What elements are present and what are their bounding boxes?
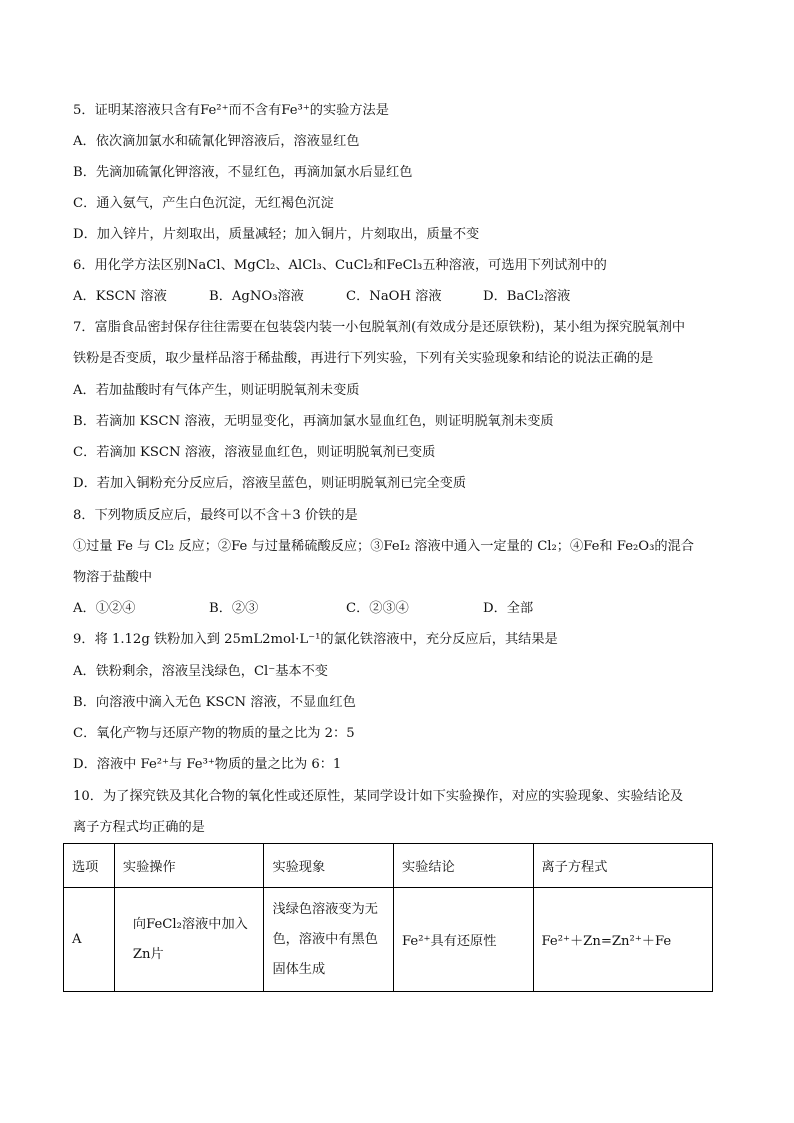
q10-stem-line2: 离子方程式均正确的是 <box>73 820 205 835</box>
header-equation: 离子方程式 <box>533 844 713 888</box>
q9-option-b: B．向溶液中滴入无色 KSCN 溶液，不显血红色 <box>73 695 356 710</box>
header-option: 选项 <box>64 844 115 888</box>
q8-option-c: C．②③④ <box>346 601 409 616</box>
cell-equation: Fe²⁺＋Zn=Zn²⁺＋Fe <box>533 888 713 992</box>
header-operation: 实验操作 <box>114 844 264 888</box>
q6-option-d: D．BaCl₂溶液 <box>483 289 571 304</box>
header-conclusion: 实验结论 <box>393 844 533 888</box>
cell-option: A <box>64 888 115 992</box>
q6-option-c: C．NaOH 溶液 <box>346 289 442 304</box>
q7-option-d: D．若加入铜粉充分反应后，溶液呈蓝色，则证明脱氧剂已完全变质 <box>73 476 467 491</box>
q8-options <box>73 599 733 619</box>
q9-stem: 9．将 1.12g 铁粉加入到 25mL2mol·L⁻¹的氯化铁溶液中，充分反应后，其结果是 <box>73 632 558 647</box>
phenomenon-line3: 固体生成 <box>272 961 326 977</box>
q5-option-c: C．通入氨气，产生白色沉淀，无红褐色沉淀 <box>73 196 334 211</box>
q7-option-c: C．若滴加 KSCN 溶液，溶液显血红色，则证明脱氧剂已变质 <box>73 445 436 460</box>
q8-option-a: A．①②④ <box>73 601 136 616</box>
q10-stem-line1: 10．为了探究铁及其化合物的氧化性或还原性，某同学设计如下实验操作，对应的实验现象、实验结论及 <box>73 789 684 804</box>
cell-phenomenon <box>264 888 394 992</box>
cell-operation <box>114 888 264 992</box>
q6-options <box>73 287 733 307</box>
q6-option-a: A．KSCN 溶液 <box>73 289 167 304</box>
q5-option-d: D．加入锌片，片刻取出，质量减轻；加入铜片，片刻取出，质量不变 <box>73 227 480 242</box>
q9-option-c: C．氧化产物与还原产物的物质的量之比为 2：5 <box>73 726 355 741</box>
q7-option-a: A．若加盐酸时有气体产生，则证明脱氧剂未变质 <box>73 383 360 398</box>
phenomenon-line2: 色，溶液中有黑色 <box>272 931 378 947</box>
q5-option-b: B．先滴加硫氰化钾溶液，不显红色，再滴加氯水后显红色 <box>73 165 413 180</box>
q7-stem-line1: 7．富脂食品密封保存往往需要在包装袋内装一小包脱氧剂(有效成分是还原铁粉)，某小组为探究脱氧剂中 <box>73 320 686 335</box>
q8-option-b: B．②③ <box>209 601 259 616</box>
q7-stem-line2: 铁粉是否变质，取少量样品溶于稀盐酸，再进行下列实验，下列有关实验现象和结论的说法正确的是 <box>73 351 654 366</box>
table-row <box>64 888 713 992</box>
header-phenomenon: 实验现象 <box>264 844 394 888</box>
q5-option-a: A．依次滴加氯水和硫氰化钾溶液后，溶液显红色 <box>73 134 360 149</box>
q5-stem: 5．证明某溶液只含有Fe²⁺而不含有Fe³⁺的实验方法是 <box>73 103 389 118</box>
q10-table <box>63 843 713 992</box>
cell-conclusion: Fe²⁺具有还原性 <box>393 888 533 992</box>
q7-option-b: B．若滴加 KSCN 溶液，无明显变化，再滴加氯水显血红色，则证明脱氧剂未变质 <box>73 414 554 429</box>
q8-detail-line1: ①过量 Fe 与 Cl₂ 反应；②Fe 与过量稀硫酸反应；③FeI₂ 溶液中通入一定量的 Cl₂；④Fe和 Fe₂O₃的混合 <box>73 539 694 554</box>
q9-option-a: A．铁粉剩余，溶液呈浅绿色，Cl⁻基本不变 <box>73 664 328 679</box>
q6-option-b: B．AgNO₃溶液 <box>209 289 304 304</box>
q8-option-d: D．全部 <box>483 601 534 616</box>
q9-option-d: D．溶液中 Fe²⁺与 Fe³⁺物质的量之比为 6：1 <box>73 757 342 772</box>
q6-stem: 6．用化学方法区别NaCl、MgCl₂、AlCl₃、CuCl₂和FeCl₃五种溶液，可选用下列试剂中的 <box>73 258 607 273</box>
operation-line2: Zn片 <box>132 946 164 962</box>
q8-stem: 8．下列物质反应后，最终可以不含＋3 价铁的是 <box>73 508 358 523</box>
table-header-row <box>64 844 713 888</box>
q8-detail-line2: 物溶于盐酸中 <box>73 570 153 585</box>
phenomenon-line1: 浅绿色溶液变为无 <box>272 901 378 917</box>
operation-line1: 向FeCl₂溶液中加入 <box>132 916 248 932</box>
